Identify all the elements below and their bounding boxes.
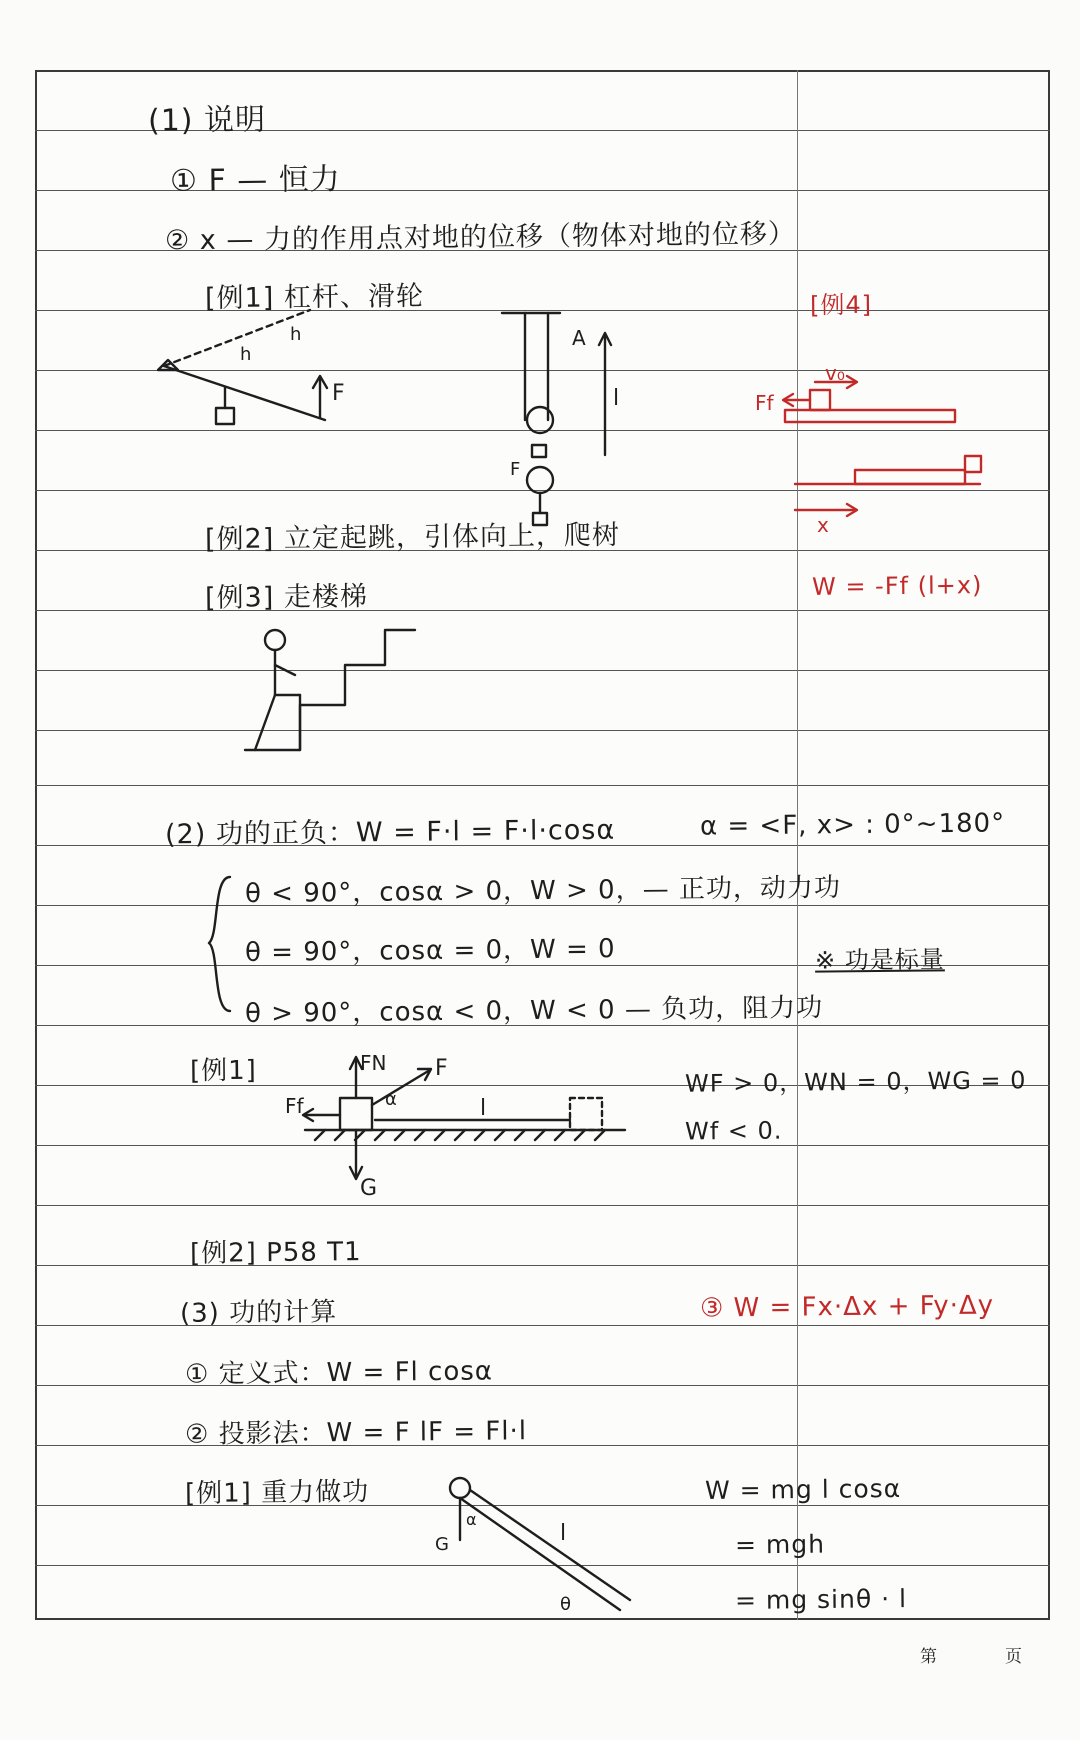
- example1-label: [例1] 杠杆、滑轮: [204, 280, 425, 315]
- rule-line: [35, 730, 1050, 731]
- block: [340, 1098, 372, 1130]
- rule-line: [35, 1265, 1050, 1266]
- l-label: l: [480, 1096, 487, 1121]
- pulley-F-label: F: [510, 459, 521, 480]
- incline-diagram: [430, 1470, 640, 1620]
- block-final: [965, 456, 981, 472]
- v0-label: v₀: [825, 361, 845, 385]
- pulley-A-label: A: [572, 326, 586, 350]
- example3-label: [例3] 走楼梯: [204, 581, 369, 614]
- person-head: [265, 630, 285, 650]
- sliding-board-diagram: [755, 360, 1015, 537]
- example4-label: [例4]: [809, 290, 873, 320]
- sec3-example1-label: [例1] 重力做功: [184, 1477, 370, 1509]
- incline-path: [460, 1498, 620, 1610]
- case-brace: [205, 875, 235, 1015]
- gravity-work-1: W = mg l cosα: [704, 1473, 902, 1506]
- friction-label: Ff: [755, 391, 774, 415]
- lever-force-label: F: [332, 381, 345, 406]
- sec2-result2: Wf < 0.: [684, 1116, 783, 1146]
- page-label-right: 页: [1005, 1647, 1022, 1667]
- sec2-example1-label: [例1]: [189, 1055, 258, 1087]
- case2-text: θ = 90°，cosα = 0，W = 0: [244, 934, 616, 968]
- lever-diagram: [150, 300, 350, 440]
- floor-hatch: [315, 1130, 605, 1140]
- item2-text: ② x — 力的作用点对地的位移（物体对地的位移）: [164, 218, 797, 257]
- margin-line: [797, 70, 798, 1620]
- rule-line: [35, 1205, 1050, 1206]
- pulley-diagram: [500, 305, 630, 535]
- FN-label: FN: [360, 1051, 387, 1075]
- case3-text: θ > 90°，cosα < 0，W < 0 — 负功，阻力功: [244, 992, 824, 1030]
- board-initial: [785, 410, 955, 422]
- rule-line: [35, 610, 1050, 611]
- weight-block: [216, 408, 234, 424]
- scalar-note: ※ 功是标量: [814, 945, 945, 975]
- method3-text: ③ W = Fx·Δx + Fy·Δy: [699, 1290, 995, 1324]
- Ff-label: Ff: [285, 1094, 304, 1118]
- item1-text: ① F — 恒力: [169, 162, 341, 199]
- block-force-diagram: [285, 1045, 635, 1205]
- block-final-dashed: [570, 1098, 602, 1130]
- lever-rotated-beam: [164, 310, 310, 366]
- page-label-left: 第: [920, 1647, 937, 1667]
- person-arm: [275, 665, 295, 675]
- pulley-l-label: l: [613, 386, 620, 411]
- section1-heading: (1) 说明: [147, 102, 267, 139]
- alpha-label: α: [385, 1089, 397, 1110]
- example2-label: [例2] 立定起跳，引体向上，爬树: [204, 519, 621, 556]
- person-leg2: [255, 695, 275, 750]
- brace-curve: [209, 877, 230, 1011]
- example4-formula: W = -Ff (l+x): [811, 571, 983, 601]
- rule-line: [35, 785, 1050, 786]
- case1-text: θ < 90°，cosα > 0，W > 0，— 正功，动力功: [244, 872, 842, 910]
- incline-theta-label: θ: [560, 1594, 572, 1615]
- method1-text: ① 定义式：W = Fl cosα: [184, 1356, 494, 1390]
- section3-heading: (3) 功的计算: [179, 1297, 338, 1329]
- gravity-work-2: = mgh: [734, 1529, 826, 1560]
- x-label: x: [817, 513, 829, 537]
- force-F-arrow: [372, 1070, 430, 1105]
- sec2-result1: WF > 0，WN = 0，WG = 0: [684, 1066, 1027, 1098]
- board-final: [855, 470, 965, 484]
- section2-angle: α = <F, x> : 0°~180°: [699, 808, 1006, 842]
- rule-line: [35, 670, 1050, 671]
- lever-h-label: h: [240, 344, 252, 365]
- sec2-example2-label: [例2] P58 T1: [189, 1237, 362, 1269]
- section2-heading: (2) 功的正负：W = F·l = F·l·cosα: [164, 814, 616, 851]
- incline-ball: [450, 1478, 470, 1498]
- F-label: F: [435, 1056, 448, 1081]
- gravity-work-3: = mg sinθ · l: [734, 1584, 908, 1615]
- pulley-block: [532, 445, 546, 457]
- method2-text: ② 投影法：W = F lF = Fl·l: [184, 1416, 528, 1450]
- block-initial: [810, 390, 830, 410]
- stairs-diagram: [240, 620, 420, 760]
- pulley-lower: [527, 467, 553, 493]
- lever-beam: [164, 366, 325, 420]
- lever-h2-label: h: [290, 324, 302, 345]
- incline-l-label: l: [560, 1521, 567, 1546]
- G-label: G: [360, 1176, 378, 1201]
- incline-G-label: G: [435, 1534, 449, 1555]
- incline-path2: [470, 1490, 630, 1600]
- incline-alpha-label: α: [466, 1510, 477, 1529]
